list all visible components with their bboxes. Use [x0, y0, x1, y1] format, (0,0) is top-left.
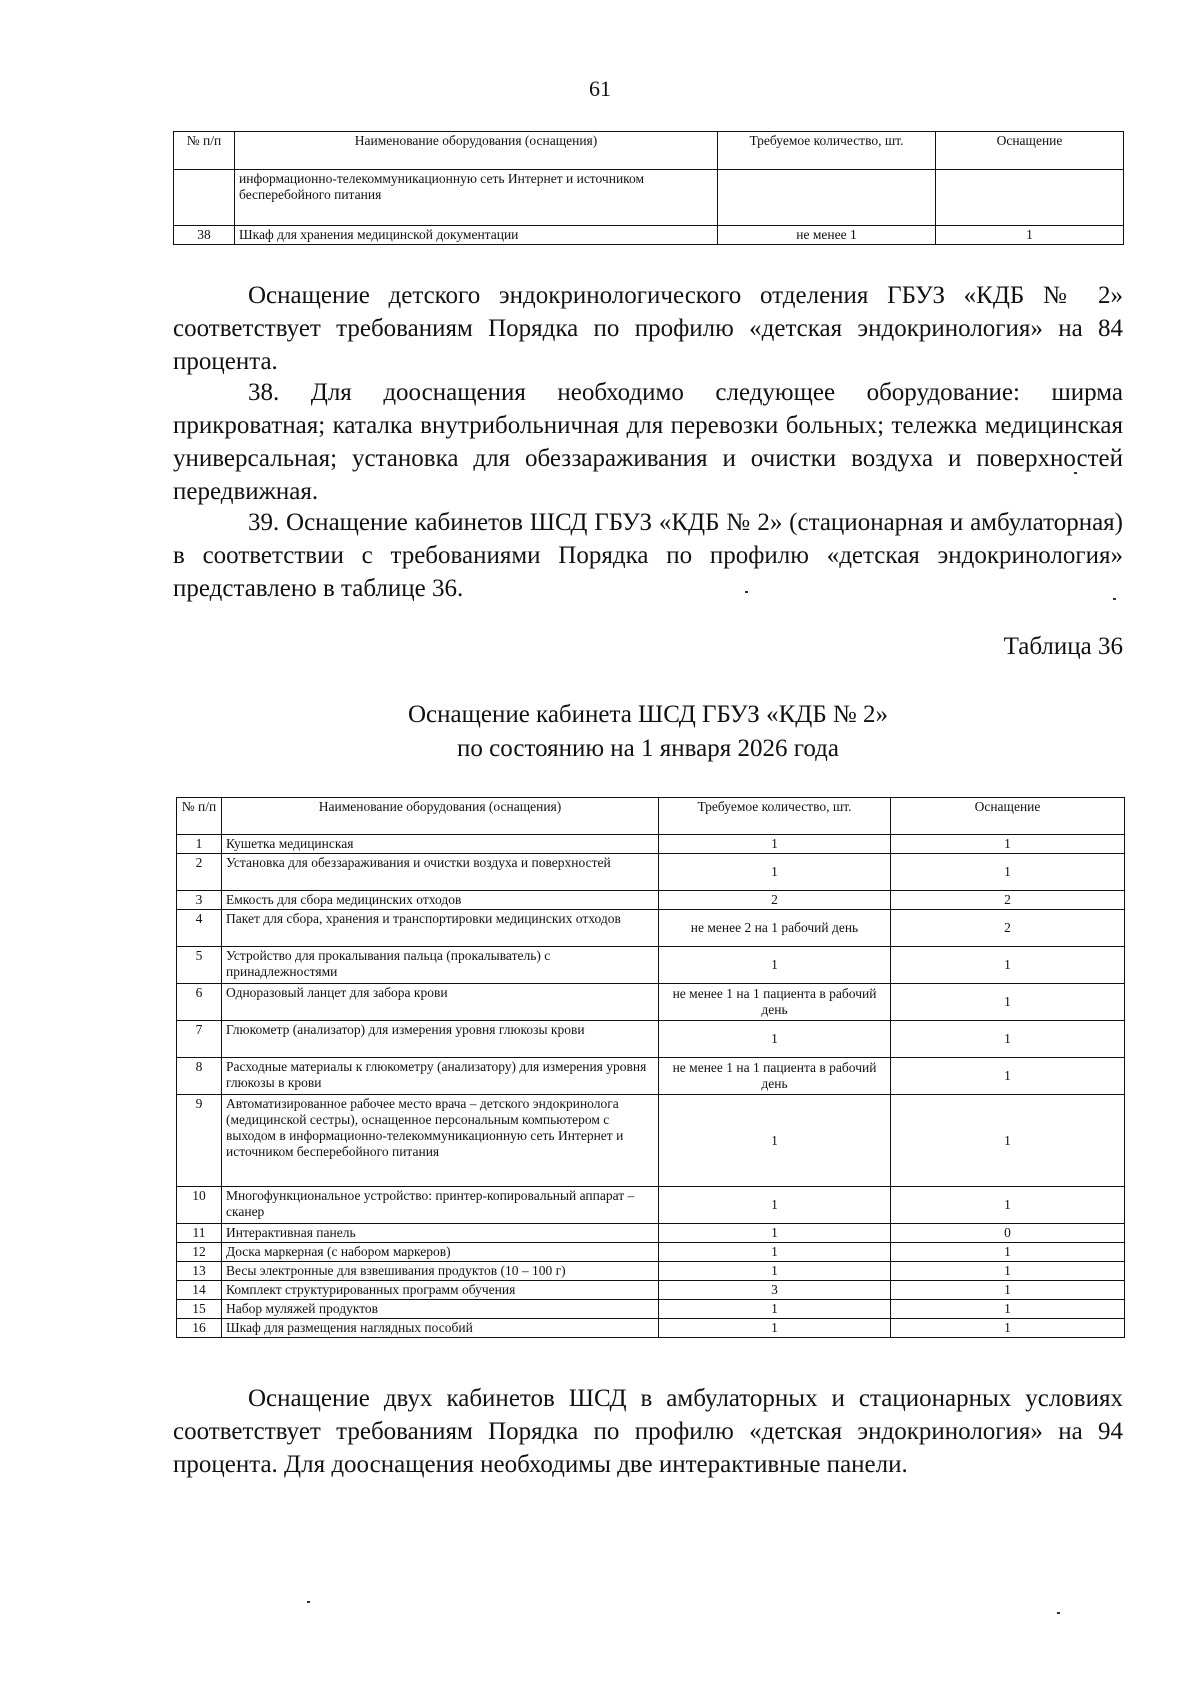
table-row — [177, 1243, 1125, 1262]
row-required: 3 — [659, 1281, 891, 1300]
header-required: Требуемое количество, шт. — [659, 798, 891, 835]
table-row — [177, 1224, 1125, 1243]
row-name: Автоматизированное рабочее место врача – детского эндокринолога (медицинской сестры), оснащенное персональным компьютером с выходом в информационно-телекоммуникационную сеть Интернет и источником бесперебойного питания — [222, 1095, 659, 1187]
row-name: Установка для обеззараживания и очистки воздуха и поверхностей — [222, 854, 659, 891]
row-required: 2 — [659, 891, 891, 910]
row-num: 11 — [177, 1224, 222, 1243]
row-required: 1 — [659, 835, 891, 854]
row-required: 1 — [659, 1187, 891, 1224]
table-row — [177, 984, 1125, 1021]
scan-speck — [745, 591, 748, 593]
row-num: 38 — [174, 226, 235, 245]
row-num: 2 — [177, 854, 222, 891]
table-row — [177, 1262, 1125, 1281]
row-required: не менее 1 на 1 пациента в рабочий день — [659, 984, 891, 1021]
table-row — [177, 1281, 1125, 1300]
row-name: Шкаф для размещения наглядных пособий — [222, 1319, 659, 1338]
row-name: Интерактивная панель — [222, 1224, 659, 1243]
table-title — [173, 698, 1123, 766]
row-required — [718, 170, 936, 226]
table-header-row — [177, 798, 1125, 835]
row-equipped: 1 — [891, 984, 1125, 1021]
paragraph-compliance-84: Оснащение детского эндокринологического отделения ГБУЗ «КДБ № 2» соответствует требованиям Порядка по профилю «детская эндокринология» на 84 процента. — [173, 282, 1123, 375]
row-name: Набор муляжей продуктов — [222, 1300, 659, 1319]
paragraph-compliance-94: Оснащение двух кабинетов ШСД в амбулаторных и стационарных условиях соответствует требованиям Порядка по профилю «детская эндокринология» на 94 процента. Для дооснащения необходимы две интерактивные панели. — [173, 1385, 1123, 1478]
row-name: Одноразовый ланцет для забора крови — [222, 984, 659, 1021]
row-equipped: 1 — [891, 854, 1125, 891]
header-name: Наименование оборудования (оснащения) — [222, 798, 659, 835]
row-num: 1 — [177, 835, 222, 854]
row-name: Пакет для сбора, хранения и транспортировки медицинских отходов — [222, 910, 659, 947]
row-equipped: 1 — [891, 1095, 1125, 1187]
row-required: 1 — [659, 947, 891, 984]
row-name: информационно-телекоммуникационную сеть Интернет и источником бесперебойного питания — [235, 170, 718, 226]
row-equipped: 1 — [891, 1058, 1125, 1095]
table-row — [177, 947, 1125, 984]
row-num: 15 — [177, 1300, 222, 1319]
table-row — [177, 1095, 1125, 1187]
row-num: 9 — [177, 1095, 222, 1187]
table-row — [174, 226, 1124, 245]
row-num: 7 — [177, 1021, 222, 1058]
table-title-line-2: по состоянию на 1 января 2026 года — [457, 735, 839, 762]
row-num: 3 — [177, 891, 222, 910]
row-num: 14 — [177, 1281, 222, 1300]
row-equipped: 1 — [891, 1243, 1125, 1262]
row-num — [174, 170, 235, 226]
row-required: 1 — [659, 1224, 891, 1243]
row-name: Емкость для сбора медицинских отходов — [222, 891, 659, 910]
header-name: Наименование оборудования (оснащения) — [235, 132, 718, 170]
row-num: 13 — [177, 1262, 222, 1281]
row-equipped: 1 — [936, 226, 1124, 245]
row-required: не менее 1 на 1 пациента в рабочий день — [659, 1058, 891, 1095]
row-name: Глюкометр (анализатор) для измерения уровня глюкозы крови — [222, 1021, 659, 1058]
row-equipped: 2 — [891, 891, 1125, 910]
header-num: № п/п — [177, 798, 222, 835]
row-num: 16 — [177, 1319, 222, 1338]
row-name: Комплект структурированных программ обучения — [222, 1281, 659, 1300]
row-equipped: 1 — [891, 1319, 1125, 1338]
table-row — [177, 1300, 1125, 1319]
header-required: Требуемое количество, шт. — [718, 132, 936, 170]
row-equipped: 2 — [891, 910, 1125, 947]
row-name: Многофункциональное устройство: принтер-копировальный аппарат – сканер — [222, 1187, 659, 1224]
row-name: Устройство для прокалывания пальца (прокалыватель) с принадлежностями — [222, 947, 659, 984]
table-row — [177, 835, 1125, 854]
row-required: 1 — [659, 1243, 891, 1262]
row-num: 10 — [177, 1187, 222, 1224]
row-num: 5 — [177, 947, 222, 984]
row-required: не менее 2 на 1 рабочий день — [659, 910, 891, 947]
row-name: Кушетка медицинская — [222, 835, 659, 854]
table-row — [177, 910, 1125, 947]
row-num: 8 — [177, 1058, 222, 1095]
row-equipped: 1 — [891, 1187, 1125, 1224]
row-required: 1 — [659, 1300, 891, 1319]
equipment-table-36 — [176, 797, 1125, 1338]
paragraph-38: 38. Для дооснащения необходимо следующее оборудование: ширма прикроватная; каталка внутрибольничная для перевозки больных; тележка медицинская универсальная; установка для обеззараживания и очистки воздуха и поверхностей передвижная. — [173, 379, 1123, 505]
table-row — [177, 1058, 1125, 1095]
row-num: 12 — [177, 1243, 222, 1262]
table-row — [174, 170, 1124, 226]
row-required: не менее 1 — [718, 226, 936, 245]
header-equipped: Оснащение — [891, 798, 1125, 835]
scan-speck — [307, 1601, 310, 1603]
row-equipped: 1 — [891, 1281, 1125, 1300]
scan-speck — [1113, 598, 1116, 600]
scan-speck — [1074, 472, 1077, 474]
row-equipped: 1 — [891, 835, 1125, 854]
row-required: 1 — [659, 1021, 891, 1058]
header-num: № п/п — [174, 132, 235, 170]
scan-speck — [1057, 1612, 1060, 1614]
table-caption: Таблица 36 — [1003, 633, 1123, 660]
row-equipped — [936, 170, 1124, 226]
row-name: Расходные материалы к глюкометру (анализатору) для измерения уровня глюкозы в крови — [222, 1058, 659, 1095]
row-num: 6 — [177, 984, 222, 1021]
row-required: 1 — [659, 1262, 891, 1281]
row-equipped: 1 — [891, 1300, 1125, 1319]
table-row — [177, 854, 1125, 891]
row-equipped: 0 — [891, 1224, 1125, 1243]
table-row — [177, 1187, 1125, 1224]
table-row — [177, 891, 1125, 910]
page-number: 61 — [589, 76, 611, 101]
row-required: 1 — [659, 854, 891, 891]
row-required: 1 — [659, 1095, 891, 1187]
row-name: Весы электронные для взвешивания продуктов (10 – 100 г) — [222, 1262, 659, 1281]
table-row — [177, 1319, 1125, 1338]
row-required: 1 — [659, 1319, 891, 1338]
table-title-line-1: Оснащение кабинета ШСД ГБУЗ «КДБ № 2» — [407, 701, 889, 728]
table-header-row — [174, 132, 1124, 170]
row-equipped: 1 — [891, 1262, 1125, 1281]
row-equipped: 1 — [891, 1021, 1125, 1058]
row-num: 4 — [177, 910, 222, 947]
row-name: Доска маркерная (с набором маркеров) — [222, 1243, 659, 1262]
paragraph-39: 39. Оснащение кабинетов ШСД ГБУЗ «КДБ № 2» (стационарная и амбулаторная) в соответствии с требованиями Порядка по профилю «детская эндокринология» представлено в таблице 36. — [173, 509, 1123, 602]
equipment-table-continued — [173, 131, 1124, 245]
header-equipped: Оснащение — [936, 132, 1124, 170]
row-name: Шкаф для хранения медицинской документации — [235, 226, 718, 245]
row-equipped: 1 — [891, 947, 1125, 984]
table-row — [177, 1021, 1125, 1058]
